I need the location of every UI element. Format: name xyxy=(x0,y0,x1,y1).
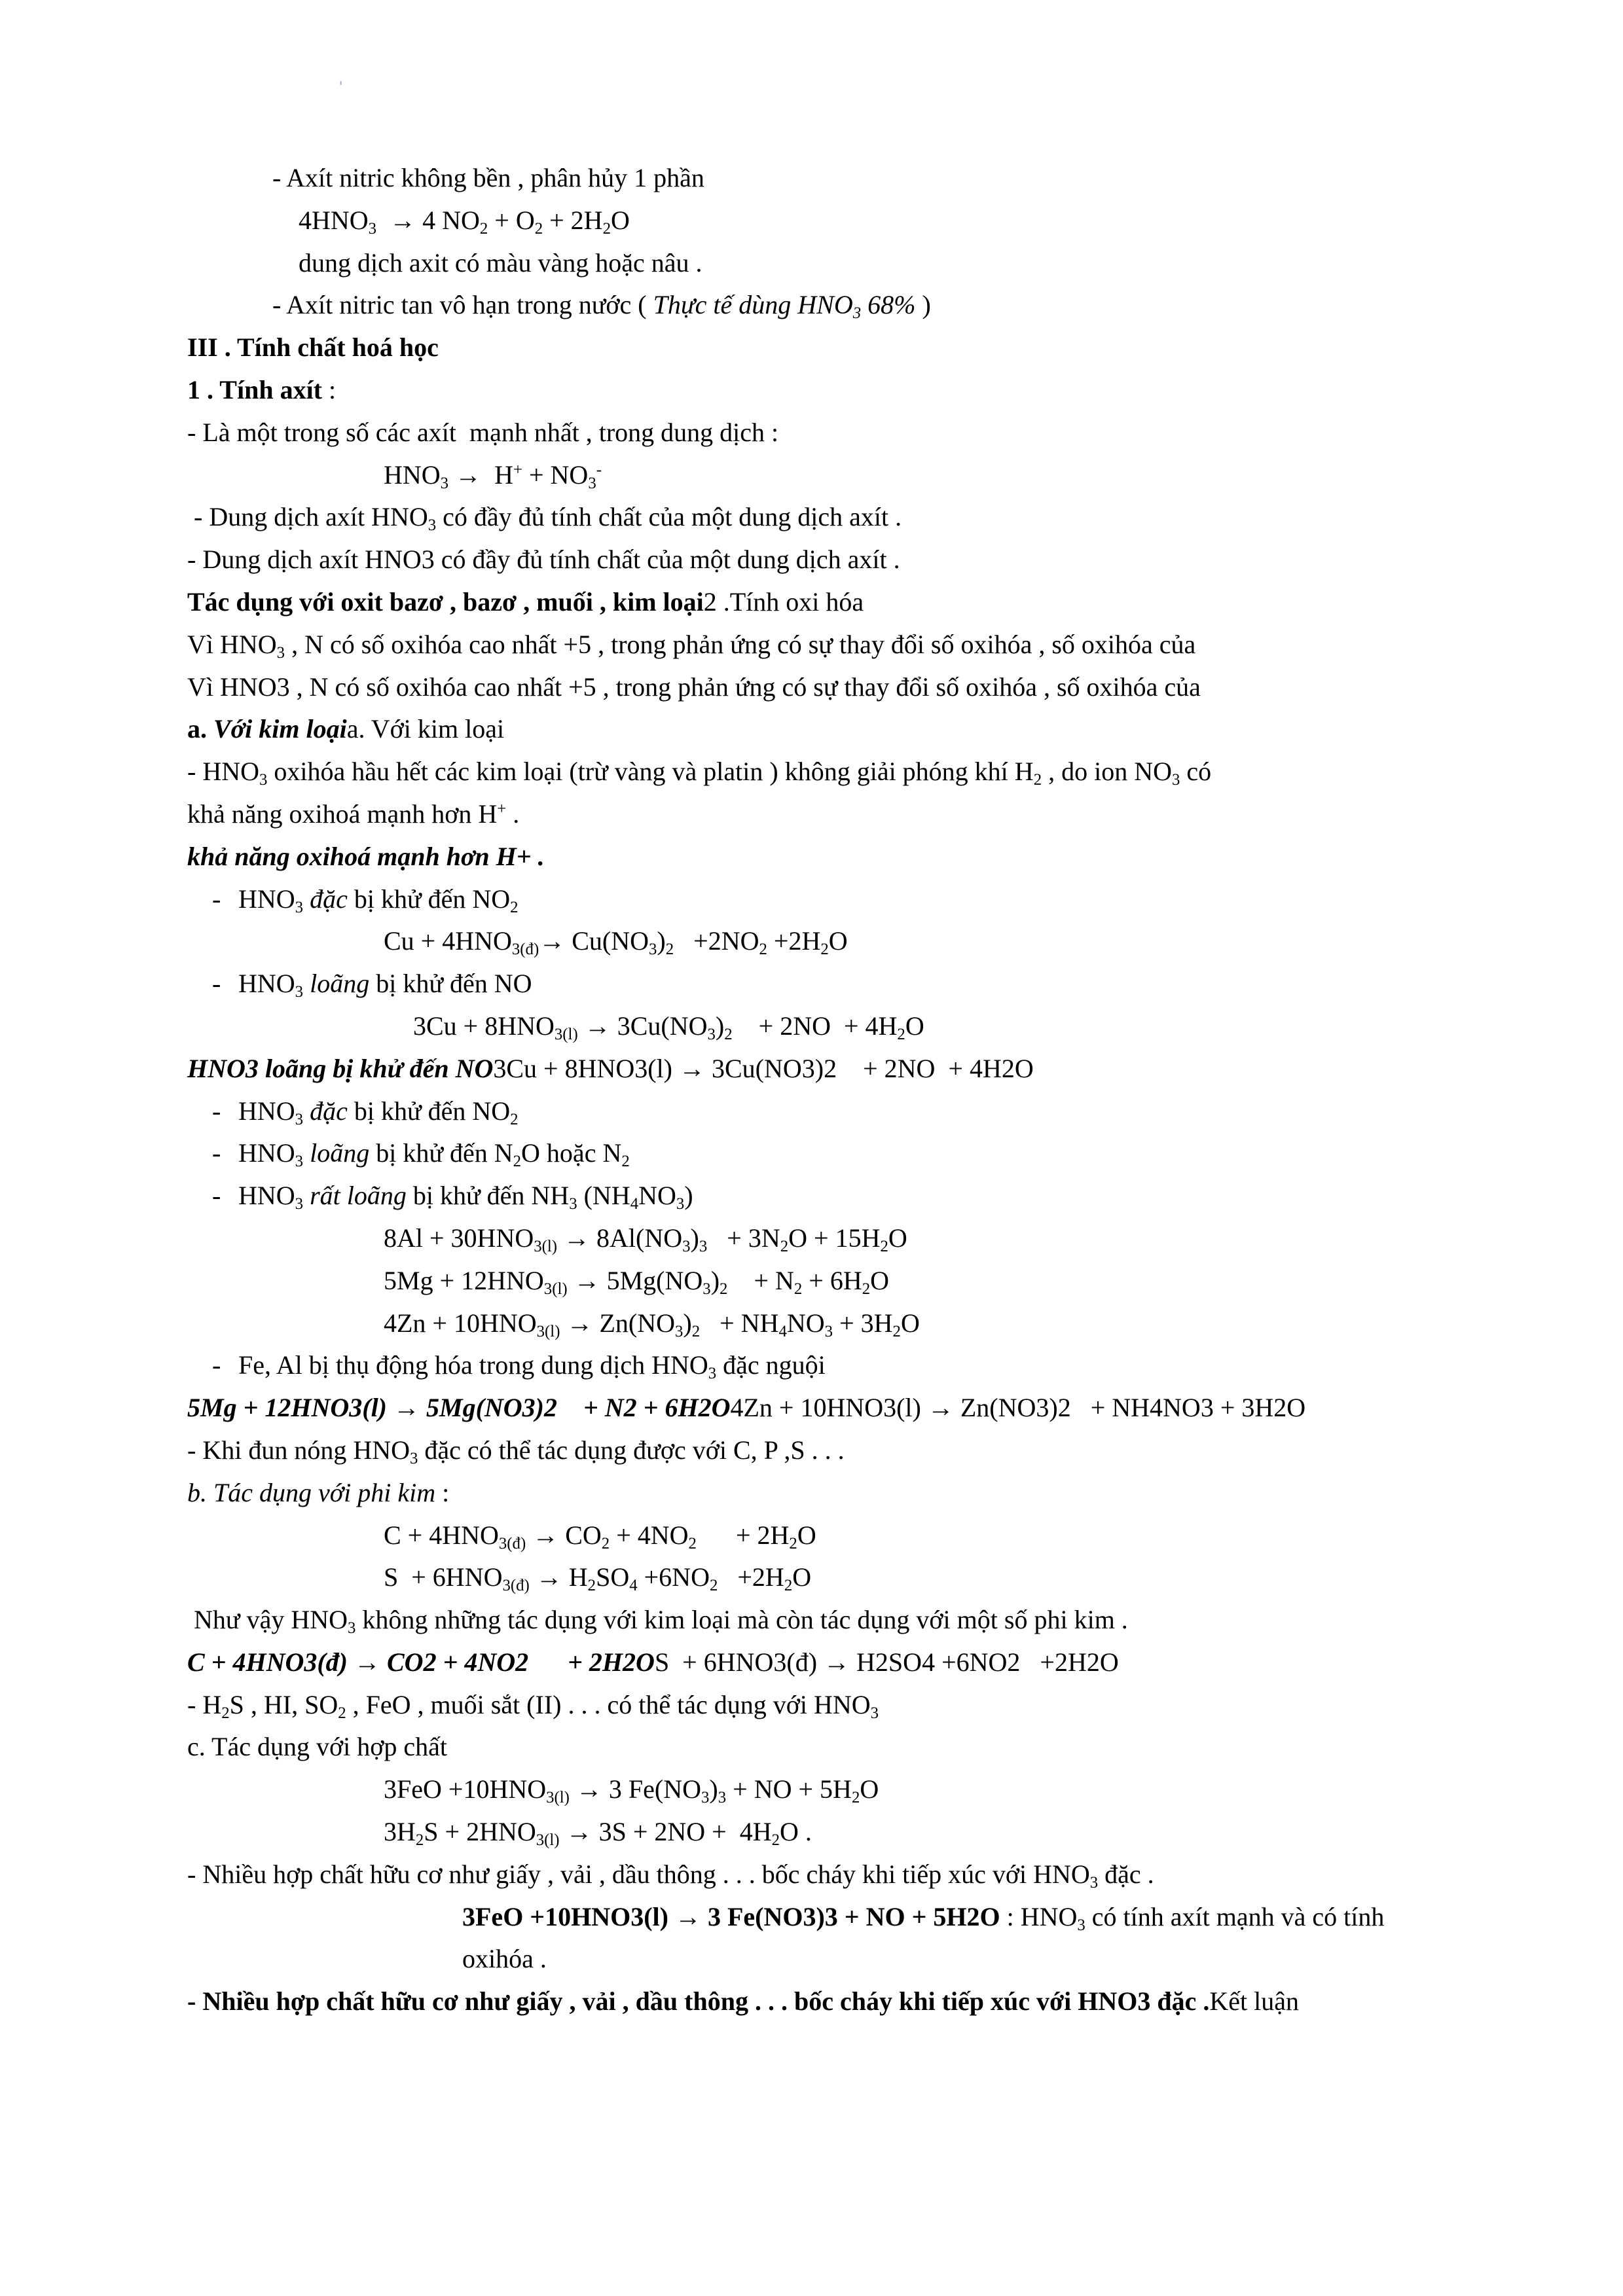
dash-bullet: - xyxy=(212,1138,221,1168)
text-line: c. Tác dụng với hợp chất xyxy=(187,1732,448,1762)
text-line: - Nhiều hợp chất hữu cơ như giấy , vải , dầu thông . . . bốc cháy khi tiếp xúc với $HNO_3$ đặc . xyxy=(187,1859,1154,1892)
stray-mark-icon: ˌ xyxy=(337,61,345,85)
emphasis-text: rất loãng xyxy=(310,1181,407,1211)
emphasis-text: đặc xyxy=(310,884,348,914)
equation-line: $Cu + 4HNO_{3(đ)}\to Cu(NO_3)_2 +2NO_2 +2H_2O$ xyxy=(384,926,848,959)
dash-bullet: - xyxy=(212,884,221,914)
bullet-text: $HNO_3$ đặc bị khử đến $NO_2$ xyxy=(238,1096,519,1128)
bullet-item xyxy=(187,1090,1457,1133)
text-line: - Dung dịch axít $HNO_3$ có đầy đủ tính chất của một dung dịch axít . xyxy=(187,502,902,535)
equation-line: $8Al + 30HNO_{3(l)} \to 8Al(NO_3)_3 + 3N_2O + 15H_2O$ xyxy=(384,1223,907,1255)
bullet-item xyxy=(187,1175,1457,1217)
equation-line: $5Mg + 12HNO_{3(l)} \to 5Mg(NO_3)_2$ + $N_2 + 6H_2O$ xyxy=(384,1265,890,1298)
text-line: Như vậy $HNO_3$ không những tác dụng với kim loại mà còn tác dụng với một số phi kim . xyxy=(187,1605,1128,1638)
label-a: a. xyxy=(187,714,213,744)
text-line: Vì $HNO_3$ , N có số oxihóa cao nhất +5 , trong phản ứng có sự thay đổi số oxihóa , số oxihóa của xyxy=(187,629,1196,662)
emphasis-text: loãng xyxy=(310,1138,370,1168)
bullet-text: $HNO_3$ loãng bị khử đến $N_2O$ hoặc $N_2$ xyxy=(238,1138,630,1171)
heading-a-text: Với kim loại xyxy=(213,714,347,744)
bullet-text: $HNO_3$ loãng bị khử đến NO xyxy=(238,969,532,1001)
text-line: - $HNO_3$ oxihóa hầu hết các kim loại (trừ vàng và platin ) không giải phóng khí $H_2$ , do ion $NO_3$ có xyxy=(187,757,1212,789)
heading-2-tinh-oxi-hoa: Tác dụng với oxit bazơ , bazơ , muối , kim loại2 .Tính oxi hóa xyxy=(187,586,864,617)
text-line: - Khi đun nóng $HNO_3$ đặc có thể tác dụng được với C, P ,S . . . xyxy=(187,1435,845,1467)
heading-c-hop-chat: C + 4HNO3(đ) → CO2 + 4NO2 + 2H2OS + 6HNO3(đ) → H2SO4 +6NO2 +2H2O xyxy=(187,1647,1119,1677)
dash-bullet: - xyxy=(212,1181,221,1211)
text-line: dung dịch axit có màu vàng hoặc nâu . xyxy=(299,247,702,278)
equation-line: $3H_2S + 2HNO_{3(l)} \to 3S + 2NO + 4H_2O$ . xyxy=(384,1817,812,1850)
text-line: - Axít nitric tan vô hạn trong nước ( Thực tế dùng $HNO_3$ 68% ) xyxy=(272,290,931,323)
equation-line: $4Zn + 10HNO_{3(l)} \to Zn(NO_3)_2 + NH_4NO_3 + 3H_2O$ xyxy=(384,1308,920,1340)
bullet-text: $HNO_3$ đặc bị khử đến $NO_2$ xyxy=(238,884,519,916)
text-line: - $H_2S$ , HI, $SO_2$ , FeO , muối sắt (II) . . . có thể tác dụng với $HNO_3$ xyxy=(187,1689,879,1722)
equation-line: $4HNO_3 \to 4$ $NO_2 + O_2 + 2H_2O$ xyxy=(299,205,630,238)
heading-b-phi-kim: 5Mg + 12HNO3(l) → 5Mg(NO3)2 + N2 + 6H2O4Zn + 10HNO3(l) → Zn(NO3)2 + NH4NO3 + 3H2O xyxy=(187,1393,1306,1423)
bullet-item xyxy=(187,963,1457,1005)
heading-section-iv: - Nhiều hợp chất hữu cơ như giấy , vải , dầu thông . . . bốc cháy khi tiếp xúc với HNO3 đặc .Kết luận xyxy=(187,1986,1299,2017)
vi-du-label: b. Tác dụng với phi kim : xyxy=(187,1477,450,1507)
equation-line: $3Cu + 8HNO_{3(l)} \to 3Cu(NO_3)_2$ + $2NO + 4H_2O$ xyxy=(413,1011,924,1043)
equation-line: $3FeO +10HNO_{3(l)} \to 3$ $Fe(NO_3)_3$ + NO + $5H_2O$ xyxy=(384,1774,879,1807)
dash-bullet: - xyxy=(212,1096,221,1126)
emphasis-text: đặc xyxy=(310,1096,348,1126)
subheading-kim-loai-khu-manh: HNO3 loãng bị khử đến NO3Cu + 8HNO3(l) → 3Cu(NO3)2 + 2NO + 4H2O xyxy=(187,1053,1034,1083)
ket-luan-text: : $HNO_3$ có tính axít mạnh và có tính oxihóa . xyxy=(462,1901,1391,1974)
bullet-item xyxy=(187,1132,1457,1175)
emphasis-text: Thực tế dùng $HNO_3$ 68% xyxy=(653,290,916,323)
dash-bullet: - xyxy=(212,1350,221,1380)
bullet-text: $HNO_3$ rất loãng bị khử đến $NH_3$ $(NH_4NO_3)$ xyxy=(238,1181,693,1213)
heading-1-tinh-axit: 1 . Tính axít : xyxy=(187,374,337,404)
emphasis-text: loãng xyxy=(310,969,370,999)
text-line: - Dung dịch axít HNO3 có đầy đủ tính chất của một dung dịch axít . xyxy=(187,545,900,575)
dash-bullet: - xyxy=(212,969,221,999)
subheading-kim-loai-khu-yeu: khả năng oxihoá mạnh hơn H+ . xyxy=(187,841,545,871)
text-line: - Axít nitric không bền , phân hủy 1 phần xyxy=(272,163,704,192)
bullet-item xyxy=(187,878,1457,921)
text-line: - Là một trong số các axít mạnh nhất , trong dung dịch : xyxy=(187,417,779,447)
bullet-text: Fe, Al bị thụ động hóa trong dung dịch $HNO_3$ đặc nguội xyxy=(238,1350,826,1383)
equation-line: $S + 6HNO_{3(đ)} \to H_2SO_4 +6NO_2 +2H_2O$ xyxy=(384,1562,812,1595)
text-line: Vì HNO3 , N có số oxihóa cao nhất +5 , trong phản ứng có sự thay đổi số oxihóa , số oxihóa của xyxy=(187,672,1201,702)
document-body xyxy=(187,157,1457,2023)
equation-line: $C + 4HNO_{3(đ)} \to CO_2 + 4NO_2$ + $2H_2O$ xyxy=(384,1520,816,1552)
text-line: khả năng oxihoá mạnh hơn H+ . xyxy=(187,798,520,829)
bullet-item xyxy=(187,1344,1457,1387)
ket-luan-line: 3FeO +10HNO3(l) → 3 Fe(NO3)3 + NO + 5H2O : $HNO_3$ có tính axít mạnh và có tính oxihóa . xyxy=(462,1901,1391,1974)
heading-a-voi-kim-loai: a. Với kim loạia. Với kim loại xyxy=(187,714,505,744)
heading-section-iii: III . Tính chất hoá học xyxy=(187,332,439,363)
equation-line: $HNO_3 \to H^+ + NO_3^-$ xyxy=(384,459,602,492)
